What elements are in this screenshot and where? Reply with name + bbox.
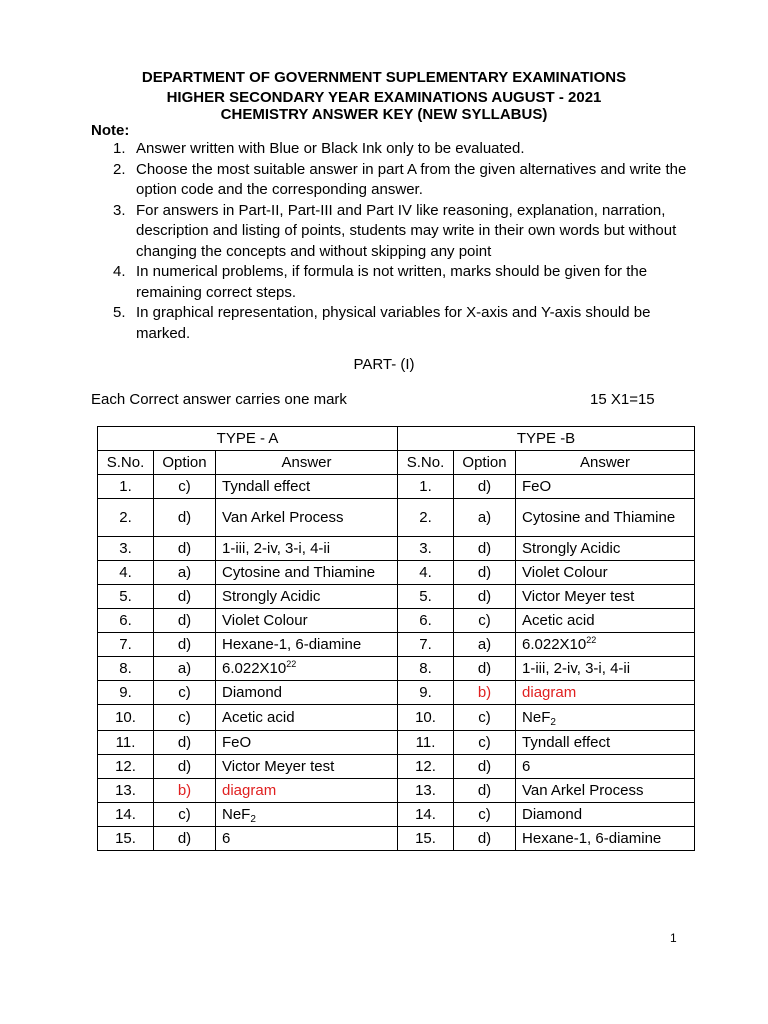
table-row: [98, 561, 695, 585]
part-title: PART- (I): [353, 356, 415, 373]
table-row: [98, 705, 695, 731]
sno-cell: 15.: [98, 827, 154, 851]
sno-cell: 3.: [98, 537, 154, 561]
option-cell: c): [454, 803, 516, 827]
table-row: [98, 803, 695, 827]
note-item: [109, 201, 689, 263]
option-cell: c): [154, 475, 216, 499]
answer-text: Cytosine and Thiamine: [522, 509, 676, 526]
option-cell: a): [454, 633, 516, 657]
answer-text: 6.022X10: [222, 660, 287, 677]
answer-cell: [216, 731, 398, 755]
sno-cell: 4.: [398, 561, 454, 585]
answer-cell: [216, 705, 398, 731]
answer-text: NeF: [222, 806, 251, 823]
option-cell: d): [154, 537, 216, 561]
option-cell: d): [154, 609, 216, 633]
answer-text: 6: [222, 830, 231, 847]
sno-cell: 8.: [398, 657, 454, 681]
table-row: [98, 755, 695, 779]
sno-cell: 10.: [398, 705, 454, 731]
subscript: 2: [250, 814, 256, 825]
page-number: 1: [670, 931, 677, 945]
answer-cell: [516, 681, 695, 705]
table-row: [98, 537, 695, 561]
col-option-a: Option: [154, 451, 216, 475]
option-cell: d): [454, 475, 516, 499]
answer-text: 1-iii, 2-iv, 3-i, 4-ii: [222, 540, 331, 557]
answer-text: Victor Meyer test: [222, 758, 335, 775]
sno-cell: 2.: [398, 499, 454, 537]
column-header-row: [98, 451, 695, 475]
answer-text: Hexane-1, 6-diamine: [222, 636, 362, 653]
option-cell: d): [454, 779, 516, 803]
answer-cell: [216, 475, 398, 499]
answer-text: Van Arkel Process: [222, 509, 344, 526]
type-b-header: TYPE -B: [398, 427, 695, 451]
option-cell: d): [154, 585, 216, 609]
option-cell: d): [454, 585, 516, 609]
col-sno-a: S.No.: [98, 451, 154, 475]
marks-instruction: Each Correct answer carries one mark: [91, 391, 347, 408]
answer-cell: [216, 755, 398, 779]
table-row: [98, 827, 695, 851]
answer-text: Tyndall effect: [222, 478, 311, 495]
answer-cell: [516, 755, 695, 779]
answer-text: Violet Colour: [522, 564, 608, 581]
type-a-header: TYPE - A: [98, 427, 398, 451]
sno-cell: 7.: [398, 633, 454, 657]
table-row: [98, 585, 695, 609]
answer-text: Acetic acid: [522, 612, 595, 629]
option-cell: d): [454, 827, 516, 851]
sno-cell: 10.: [98, 705, 154, 731]
option-cell: d): [154, 499, 216, 537]
answer-cell: [516, 779, 695, 803]
table-row: [98, 779, 695, 803]
option-cell: d): [154, 731, 216, 755]
col-answer-a: Answer: [216, 451, 398, 475]
answer-cell: [516, 561, 695, 585]
note-item: [109, 262, 689, 303]
answer-cell: [516, 475, 695, 499]
answer-cell: [216, 609, 398, 633]
note-number: 2.: [113, 160, 126, 178]
sno-cell: 12.: [98, 755, 154, 779]
answer-cell: [216, 561, 398, 585]
option-cell: b): [154, 779, 216, 803]
note-label: Note:: [91, 122, 130, 139]
option-cell: d): [154, 827, 216, 851]
option-cell: d): [454, 561, 516, 585]
table-row: [98, 609, 695, 633]
answer-text: diagram: [522, 684, 577, 701]
answer-text: Diamond: [522, 806, 583, 823]
answer-text: FeO: [522, 478, 552, 495]
option-cell: c): [154, 803, 216, 827]
note-number: 4.: [113, 263, 126, 280]
answer-cell: [516, 657, 695, 681]
exponent: 22: [286, 659, 297, 669]
answer-text: Hexane-1, 6-diamine: [522, 830, 662, 847]
option-cell: c): [154, 705, 216, 731]
sno-cell: 11.: [398, 731, 454, 755]
answer-text: Acetic acid: [222, 709, 295, 726]
sno-cell: 13.: [98, 779, 154, 803]
answer-cell: [516, 705, 695, 731]
table-row: [98, 681, 695, 705]
answer-cell: [516, 827, 695, 851]
option-cell: c): [454, 731, 516, 755]
answer-text: Strongly Acidic: [522, 540, 621, 557]
answer-cell: [516, 633, 695, 657]
option-cell: a): [154, 657, 216, 681]
answer-cell: [216, 803, 398, 827]
answer-cell: [516, 731, 695, 755]
option-cell: d): [154, 633, 216, 657]
option-cell: c): [154, 681, 216, 705]
answer-text: 1-iii, 2-iv, 3-i, 4-ii: [522, 660, 631, 677]
option-cell: d): [454, 537, 516, 561]
sno-cell: 13.: [398, 779, 454, 803]
answer-text: NeF: [522, 709, 551, 726]
note-number: 1.: [113, 140, 126, 157]
answer-text: FeO: [222, 734, 252, 751]
header-exam: HIGHER SECONDARY YEAR EXAMINATIONS AUGUST - 2021: [166, 89, 602, 106]
answer-cell: [516, 537, 695, 561]
marks-total: 15 X1=15: [590, 391, 655, 408]
note-list: [109, 139, 689, 344]
answer-text: Diamond: [222, 684, 283, 701]
answer-text: Tyndall effect: [522, 734, 611, 751]
note-number: 3.: [113, 201, 126, 219]
sno-cell: 12.: [398, 755, 454, 779]
sno-cell: 3.: [398, 537, 454, 561]
answer-cell: [516, 609, 695, 633]
option-cell: d): [454, 755, 516, 779]
answer-cell: [516, 585, 695, 609]
sno-cell: 14.: [398, 803, 454, 827]
table-row: [98, 657, 695, 681]
exponent: 22: [586, 635, 597, 645]
answer-cell: [516, 499, 695, 537]
subscript: 2: [550, 717, 556, 728]
note-number: 5.: [113, 304, 126, 321]
note-item: [109, 160, 689, 201]
sno-cell: 6.: [398, 609, 454, 633]
note-text: Answer written with Blue or Black Ink only to be evaluated.: [136, 140, 525, 157]
sno-cell: 6.: [98, 609, 154, 633]
answer-cell: [216, 537, 398, 561]
answer-text: 6.022X10: [522, 636, 587, 653]
sno-cell: 1.: [98, 475, 154, 499]
header-department: DEPARTMENT OF GOVERNMENT SUPLEMENTARY EXAMINATIONS: [141, 69, 627, 86]
answer-text: Strongly Acidic: [222, 588, 321, 605]
answer-text: Cytosine and Thiamine: [222, 564, 376, 581]
answer-text: Victor Meyer test: [522, 588, 635, 605]
answer-cell: [216, 657, 398, 681]
note-text: In graphical representation, physical variables for X-axis and Y-axis should be marked.: [136, 304, 651, 342]
option-cell: d): [154, 755, 216, 779]
sno-cell: 5.: [398, 585, 454, 609]
option-cell: d): [454, 657, 516, 681]
option-cell: c): [454, 705, 516, 731]
option-cell: a): [154, 561, 216, 585]
type-header-row: [98, 427, 695, 451]
sno-cell: 1.: [398, 475, 454, 499]
col-sno-b: S.No.: [398, 451, 454, 475]
table-row: [98, 475, 695, 499]
answer-cell: [516, 803, 695, 827]
answer-cell: [216, 499, 398, 537]
sno-cell: 4.: [98, 561, 154, 585]
col-answer-b: Answer: [516, 451, 695, 475]
sno-cell: 8.: [98, 657, 154, 681]
sno-cell: 7.: [98, 633, 154, 657]
answer-cell: [216, 681, 398, 705]
sno-cell: 11.: [98, 731, 154, 755]
answer-table: [97, 426, 695, 851]
sno-cell: 15.: [398, 827, 454, 851]
note-text: Choose the most suitable answer in part A from the given alternatives and write the option code and the corresponding answer.: [136, 160, 687, 198]
table-row: [98, 731, 695, 755]
answer-cell: [216, 585, 398, 609]
answer-cell: [216, 633, 398, 657]
answer-text: Van Arkel Process: [522, 782, 644, 799]
sno-cell: 14.: [98, 803, 154, 827]
header-subject: CHEMISTRY ANSWER KEY (NEW SYLLABUS): [220, 106, 548, 123]
option-cell: b): [454, 681, 516, 705]
answer-text: 6: [522, 758, 531, 775]
answer-text: Violet Colour: [222, 612, 308, 629]
answer-cell: [216, 779, 398, 803]
option-cell: a): [454, 499, 516, 537]
table-row: [98, 633, 695, 657]
sno-cell: 2.: [98, 499, 154, 537]
note-text: In numerical problems, if formula is not written, marks should be given for the remaining correct steps.: [136, 263, 648, 301]
sno-cell: 9.: [398, 681, 454, 705]
note-item: [109, 139, 689, 160]
answer-cell: [216, 827, 398, 851]
option-cell: c): [454, 609, 516, 633]
note-text: For answers in Part-II, Part-III and Part IV like reasoning, explanation, narration, description and listing of points, students may write in their own words but without changing the concepts and without skipping any point: [136, 201, 677, 260]
sno-cell: 5.: [98, 585, 154, 609]
sno-cell: 9.: [98, 681, 154, 705]
col-option-b: Option: [454, 451, 516, 475]
note-item: [109, 303, 689, 344]
table-row: [98, 499, 695, 537]
answer-text: diagram: [222, 782, 277, 799]
